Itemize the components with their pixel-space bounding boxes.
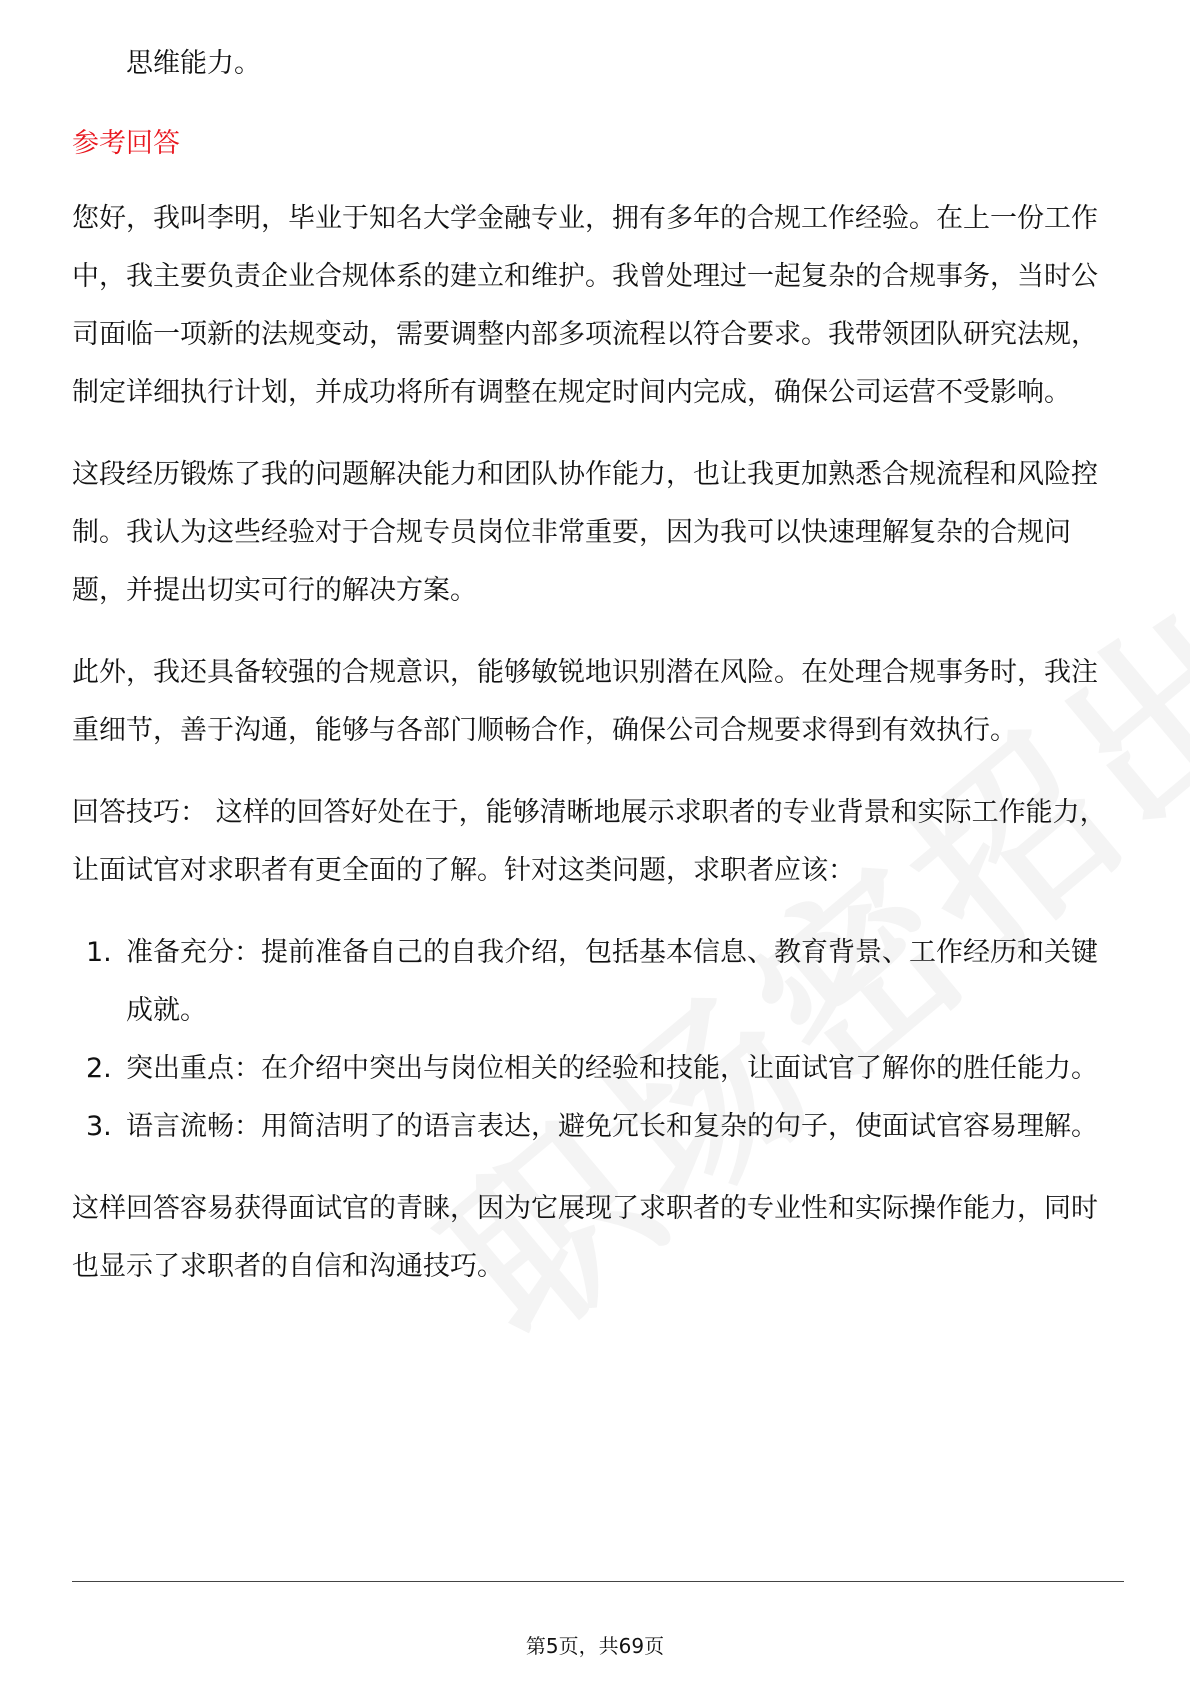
answer-paragraph-3: 此外，我还具备较强的合规意识，能够敏锐地识别潜在风险。在处理合规事务时，我注重细节，善于沟通，能够与各部门顺畅合作，确保公司合规要求得到有效执行。 <box>72 657 1098 746</box>
tips-list <box>72 924 1122 1156</box>
closing-paragraph: 这样回答容易获得面试官的青睐，因为它展现了求职者的专业性和实际操作能力，同时也显示了求职者的自信和沟通技巧。 <box>72 1193 1098 1282</box>
continued-text: 思维能力。 <box>126 48 261 79</box>
list-number: 3. <box>86 1111 112 1142</box>
list-item-text: 突出重点：在介绍中突出与岗位相关的经验和技能，让面试官了解你的胜任能力。 <box>126 1053 1098 1084</box>
document-body <box>72 44 1122 1320</box>
list-item <box>72 924 1122 1040</box>
page-number: 第5页，共69页 <box>525 1634 665 1658</box>
section-heading: 参考回答 <box>72 128 180 159</box>
list-item <box>72 1040 1122 1098</box>
list-item <box>72 1098 1122 1156</box>
list-number: 2. <box>86 1053 112 1084</box>
answer-paragraph-1: 您好，我叫李明，毕业于知名大学金融专业，拥有多年的合规工作经验。在上一份工作中，我主要负责企业合规体系的建立和维护。我曾处理过一起复杂的合规事务，当时公司面临一项新的法规变动，需要调整内部多项流程以符合要求。我带领团队研究法规，制定详细执行计划，并成功将所有调整在规定时间内完成，确保公司运营不受影响。 <box>72 203 1098 408</box>
answer-paragraph-2: 这段经历锻炼了我的问题解决能力和团队协作能力，也让我更加熟悉合规流程和风险控制。我认为这些经验对于合规专员岗位非常重要，因为我可以快速理解复杂的合规问题，并提出切实可行的解决方案。 <box>72 459 1098 606</box>
footer-divider <box>72 1581 1124 1582</box>
list-item-text: 准备充分：提前准备自己的自我介绍，包括基本信息、教育背景、工作经历和关键成就。 <box>126 937 1098 1026</box>
list-number: 1. <box>86 937 112 968</box>
tips-paragraph: 回答技巧： 这样的回答好处在于，能够清晰地展示求职者的专业背景和实际工作能力，让面试官对求职者有更全面的了解。针对这类问题，求职者应该： <box>72 797 1107 886</box>
list-item-text: 语言流畅：用简洁明了的语言表达，避免冗长和复杂的句子，使面试官容易理解。 <box>126 1111 1098 1142</box>
